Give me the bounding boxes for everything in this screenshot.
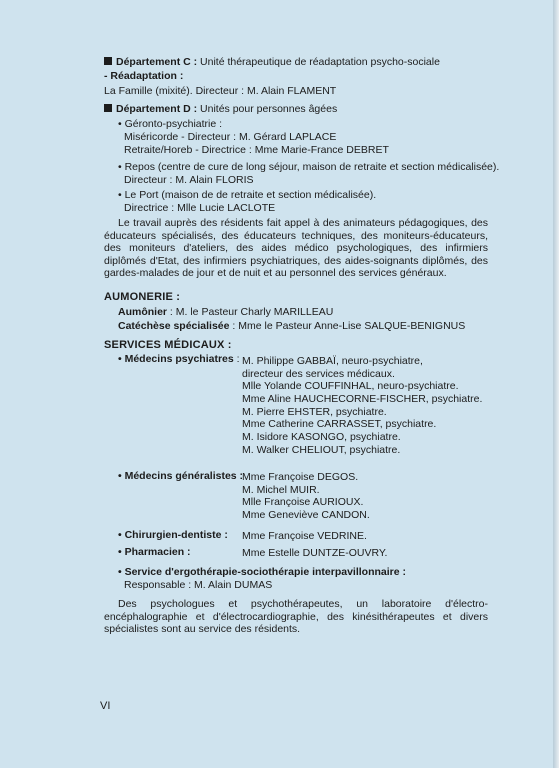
- dept-d-port-director: Directrice : Mlle Lucie LACLOTE: [124, 202, 276, 214]
- ergotherapy-responsible: Responsable : M. Alain DUMAS: [124, 579, 273, 591]
- dept-d-desc: Unités pour personnes âgées: [200, 103, 338, 115]
- catechese-label: Catéchèse spécialisée: [118, 320, 230, 332]
- dept-d-repos: • Repos (centre de cure de long séjour, maison de retraite et section médicalisée).: [118, 161, 500, 173]
- list-item: M. Pierre EHSTER, psychiatre.: [242, 405, 387, 418]
- pharmacist-value: Mme Estelle DUNTZE-OUVRY.: [242, 547, 388, 559]
- dept-d-repos-director: Directeur : M. Alain FLORIS: [124, 174, 254, 186]
- psychiatrists-list: [242, 355, 482, 457]
- dept-d-heading: [104, 103, 337, 116]
- paragraph-specialists: Des psychologues et psychothérapeutes, un laboratoire d'électro-encéphalographie et d'électrocardiographie, des kinésithérapeutes et divers spécialistes sont au service des résidents.: [104, 598, 488, 636]
- dept-c-desc: Unité thérapeutique de réadaptation psycho-sociale: [200, 56, 440, 68]
- list-item: Mme Catherine CARRASSET, psychiatre.: [242, 418, 437, 431]
- list-item: Mlle Françoise AURIOUX.: [242, 496, 364, 509]
- page-edge: [553, 0, 559, 768]
- list-item: Mme Geneviève CANDON.: [242, 509, 370, 522]
- aumonier-value: : M. le Pasteur Charly MARILLEAU: [167, 306, 334, 318]
- pharmacist-label: • Pharmacien :: [118, 546, 191, 558]
- generalists-label: • Médecins généralistes :: [118, 470, 244, 482]
- dept-c-sub-title: - Réadaptation :: [104, 70, 184, 82]
- list-item: Mme Aline HAUCHECORNE-FISCHER, psychiatre.: [242, 393, 483, 406]
- list-item: M. Walker CHELIOUT, psychiatre.: [242, 443, 401, 456]
- dept-d-geronto: • Géronto-psychiatrie :: [118, 118, 223, 130]
- list-item: M. Isidore KASONGO, psychiatre.: [242, 431, 401, 444]
- psychiatrists-label: • Médecins psychiatres :: [118, 353, 240, 365]
- aumonier-line: [118, 306, 333, 319]
- catechese-line: [118, 320, 465, 333]
- list-item: M. Philippe GABBAÏ, neuro-psychiatre,: [242, 355, 423, 367]
- dept-c-title: Département C :: [116, 56, 198, 68]
- dept-c-sub-line: La Famille (mixité). Directeur : M. Alain FLAMENT: [104, 85, 337, 97]
- dept-d-misericorde: Miséricorde - Directeur : M. Gérard LAPLACE: [124, 131, 337, 143]
- square-bullet-icon: [104, 57, 112, 65]
- paragraph-staff: Le travail auprès des résidents fait appel à des animateurs pédagogiques, des éducateurs spécialisés, des éducateurs techniques, des moniteurs-éducateurs, des moniteurs d'ateliers, des aides médico psychologiques, des infirmiers diplômés d'Etat, des infirmiers psychiatriques, des aides-soignants diplômés, des gardes-malades de jour et de nuit et au personnel des services généraux.: [104, 217, 488, 280]
- aumonier-label: Aumônier: [118, 306, 168, 318]
- dept-d-retraite: Retraite/Horeb - Directrice : Mme Marie-France DEBRET: [124, 144, 389, 156]
- list-item: M. Michel MUIR.: [242, 483, 320, 496]
- dentist-value: Mme Françoise VEDRINE.: [242, 530, 367, 542]
- generalists-list: [242, 471, 370, 522]
- dept-d-port: • Le Port (maison de de retraite et section médicalisée).: [118, 189, 377, 201]
- square-bullet-icon: [104, 104, 112, 112]
- list-item: Mlle Yolande COUFFINHAL, neuro-psychiatre.: [242, 380, 459, 393]
- dept-c-heading: [104, 56, 440, 69]
- aumonerie-heading: AUMONERIE :: [104, 291, 181, 303]
- list-item: directeur des services médicaux.: [242, 367, 395, 380]
- dept-d-title: Département D :: [116, 103, 198, 115]
- ergotherapy-label: • Service d'ergothérapie-sociothérapie interpavillonnaire :: [118, 566, 407, 578]
- catechese-value: : Mme le Pasteur Anne-Lise SALQUE-BENIGNUS: [229, 320, 466, 332]
- page-number: VI: [100, 700, 111, 712]
- services-heading: SERVICES MÉDICAUX :: [104, 339, 232, 351]
- dentist-label: • Chirurgien-dentiste :: [118, 529, 228, 541]
- list-item: Mme Françoise DEGOS.: [242, 471, 359, 483]
